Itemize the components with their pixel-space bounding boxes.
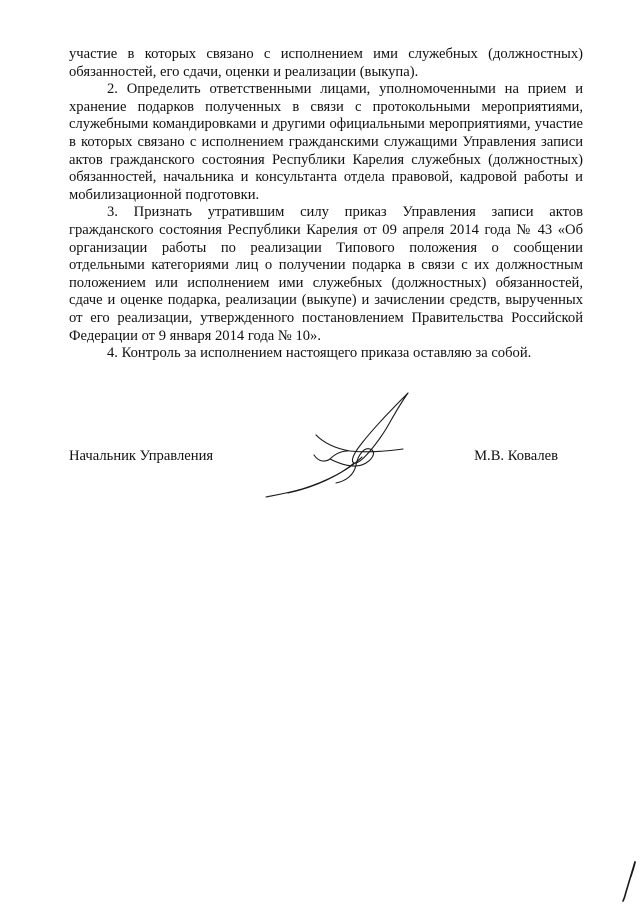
document-body — [69, 46, 583, 363]
handwritten-signature — [258, 385, 433, 505]
signatory-name: М.В. Ковалев — [474, 448, 558, 464]
paragraph-item-3: 3. Признать утратившим силу приказ Управления записи актов гражданского состояния Республики Карелия от 09 апреля 2014 года № 43 «Об организации работы по реализации Типового положения о сообщении отдельными категориями лиц о получении подарка в связи с их должностным положением или исполнением ими служебных (должностных) обязанностей, сдаче и оценке подарка, реализации (выкупе) и зачислении средств, вырученных от его реализации, утвержденного постановлением Правительства Российской Федерации от 9 января 2014 года № 10». — [69, 204, 583, 344]
paragraph-continuation: участие в которых связано с исполнением ими служебных (должностных) обязанностей, его сдачи, оценки и реализации (выкупа). — [69, 46, 583, 80]
margin-pen-mark — [620, 858, 640, 903]
paragraph-item-2: 2. Определить ответственными лицами, уполномоченными на прием и хранение подарков полученных в связи с протокольными мероприятиями, служебными командировками и другими официальными мероприятиями, участие в которых связано с исполнением гражданскими служащими Управления записи актов гражданского состояния Республики Карелия служебных (должностных) обязанностей, начальника и консультанта отдела правовой, кадровой работы и мобилизационной подготовки. — [69, 81, 583, 203]
signatory-title: Начальник Управления — [69, 448, 214, 464]
paragraph-item-4: 4. Контроль за исполнением настоящего приказа оставляю за собой. — [107, 345, 532, 362]
